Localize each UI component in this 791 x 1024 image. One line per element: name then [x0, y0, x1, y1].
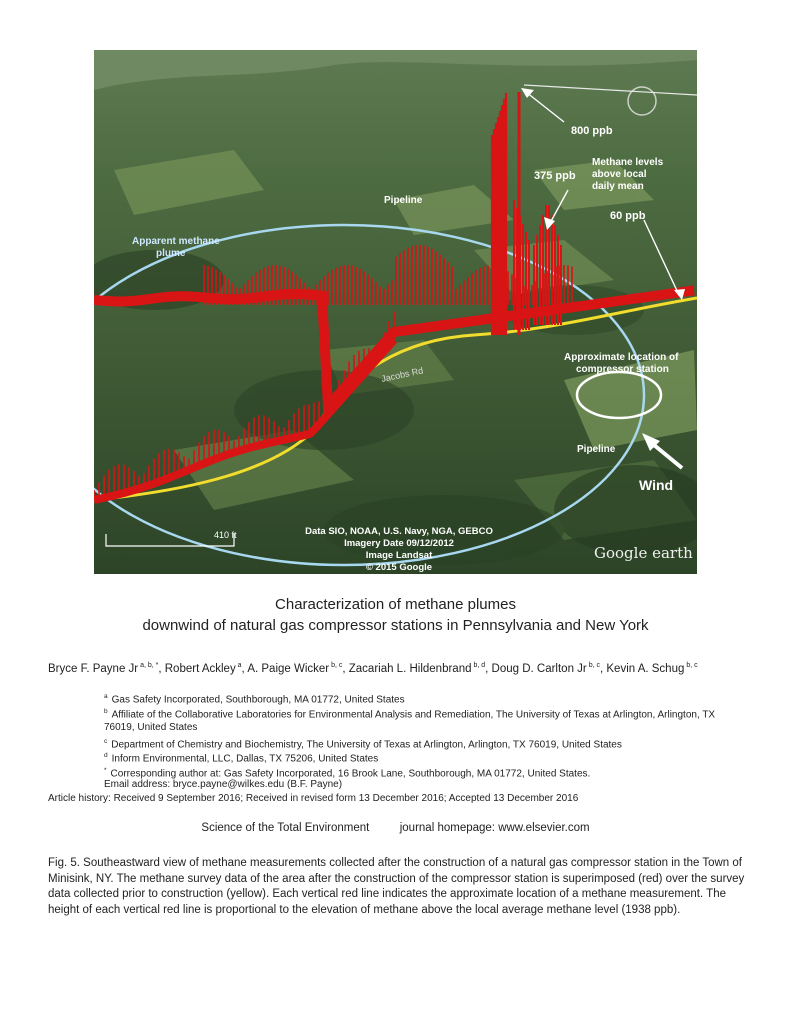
- affiliation-mark: *: [104, 767, 107, 774]
- figure-satellite-view: [94, 50, 697, 574]
- affiliation-text: Email address: bryce.payne@wilkes.edu (B.F. Payne): [104, 779, 343, 790]
- affiliation-item: [104, 778, 744, 791]
- affiliation-mark: b: [104, 708, 108, 715]
- journal-name: Science of the Total Environment: [201, 822, 370, 834]
- author-affiliation-mark: b, c: [329, 662, 343, 669]
- author-affiliation-mark: b, c: [684, 662, 698, 669]
- label-compressor-1: Approximate location of: [564, 352, 679, 363]
- journal-line: [0, 822, 791, 834]
- affiliation-text: Gas Safety Incorporated, Southborough, MA 01772, United States: [111, 694, 405, 706]
- label-credits-4: © 2015 Google: [365, 562, 433, 573]
- author-name: A. Paige Wicker: [247, 662, 330, 675]
- affiliation-mark: a: [104, 693, 108, 700]
- label-methane-levels-3: daily mean: [592, 181, 644, 192]
- author-affiliation-mark: a: [235, 662, 242, 669]
- author-affiliation-mark: b, c: [586, 662, 600, 669]
- label-plume-1: Apparent methane: [132, 236, 220, 247]
- label-road: Jacobs Rd: [380, 365, 425, 384]
- google-earth-logo: Google earth: [594, 544, 693, 562]
- label-375ppb: 375 ppb: [534, 170, 576, 182]
- author-name: Bryce F. Payne Jr: [48, 662, 139, 675]
- label-800ppb: 800 ppb: [571, 125, 613, 137]
- paper-title-line2: downwind of natural gas compressor stations in Pennsylvania and New York: [142, 617, 649, 634]
- author-affiliation-mark: a, b, *: [138, 662, 159, 669]
- author-name: Kevin A. Schug: [606, 662, 685, 675]
- author-name: Zacariah L. Hildenbrand: [348, 662, 472, 675]
- label-60ppb: 60 ppb: [610, 210, 646, 222]
- paper-title-line1: Characterization of methane plumes: [275, 596, 516, 613]
- label-credits-2: Imagery Date 09/12/2012: [344, 538, 454, 549]
- journal-homepage: journal homepage: www.elsevier.com: [399, 822, 590, 834]
- affiliation-item: [104, 749, 744, 765]
- author-list: Bryce F. Payne Jr $^{a, b, *}$, Robert Ackley $^a$, A. Paige Wicker $^{b, c}$, Zacariah L. Hildenbrand $^{b, d}$, Doug D. Carlton Jr $^{b, c}$, Kevin A. Schug $^{b, c}$: [48, 662, 698, 675]
- label-compressor-2: compressor station: [576, 364, 669, 375]
- label-pipeline-bottom: Pipeline: [577, 444, 616, 455]
- affiliation-item: [104, 690, 744, 706]
- label-scale: 410 ft: [214, 530, 237, 540]
- label-methane-levels-2: above local: [592, 169, 647, 180]
- affiliation-mark: d: [104, 752, 108, 759]
- affiliation-item: [104, 705, 744, 734]
- label-plume-2: plume: [156, 248, 186, 259]
- affiliation-text: Affiliate of the Collaborative Laboratories for Environmental Analysis and Remediation, The University of Texas at Arlington, Arlington, TX 76019, United States: [104, 709, 716, 734]
- affiliation-text: Inform Environmental, LLC, Dallas, TX 75206, United States: [111, 753, 379, 765]
- label-wind: Wind: [639, 477, 674, 493]
- affiliation-mark: c: [104, 738, 108, 745]
- label-credits-3: Image Landsat: [365, 550, 433, 561]
- figure-caption: Fig. 5. Southeastward view of methane measurements collected after the construction of a natural gas compressor station in the Town of Minisink, NY. The methane survey data of the area after the construction of the compressor station is superimposed (red) over the survey data collected prior to construction (yellow). Each vertical red line indicates the approximate location of a methane measurement. The height of each vertical red line is proportional to the elevation of methane above the local average methane level (1938 ppb).: [48, 857, 745, 916]
- author-name: Robert Ackley: [164, 662, 236, 675]
- label-methane-levels-1: Methane levels: [592, 157, 664, 168]
- label-pipeline-top: Pipeline: [384, 195, 423, 206]
- affiliation-text: Department of Chemistry and Biochemistry, The University of Texas at Arlington, Arlington, TX 76019, United States: [111, 739, 622, 751]
- author-affiliation-mark: b, d: [471, 662, 486, 669]
- affiliation-text: Corresponding author at: Gas Safety Incorporated, 16 Brook Lane, Southborough, MA 01772, United States.: [110, 768, 591, 780]
- author-name: Doug D. Carlton Jr: [491, 662, 587, 675]
- label-credits-1: Data SIO, NOAA, U.S. Navy, NGA, GEBCO: [305, 526, 493, 537]
- article-history: Article history: Received 9 September 2016; Received in revised form 13 December 2016; Accepted 13 December 2016: [48, 793, 579, 804]
